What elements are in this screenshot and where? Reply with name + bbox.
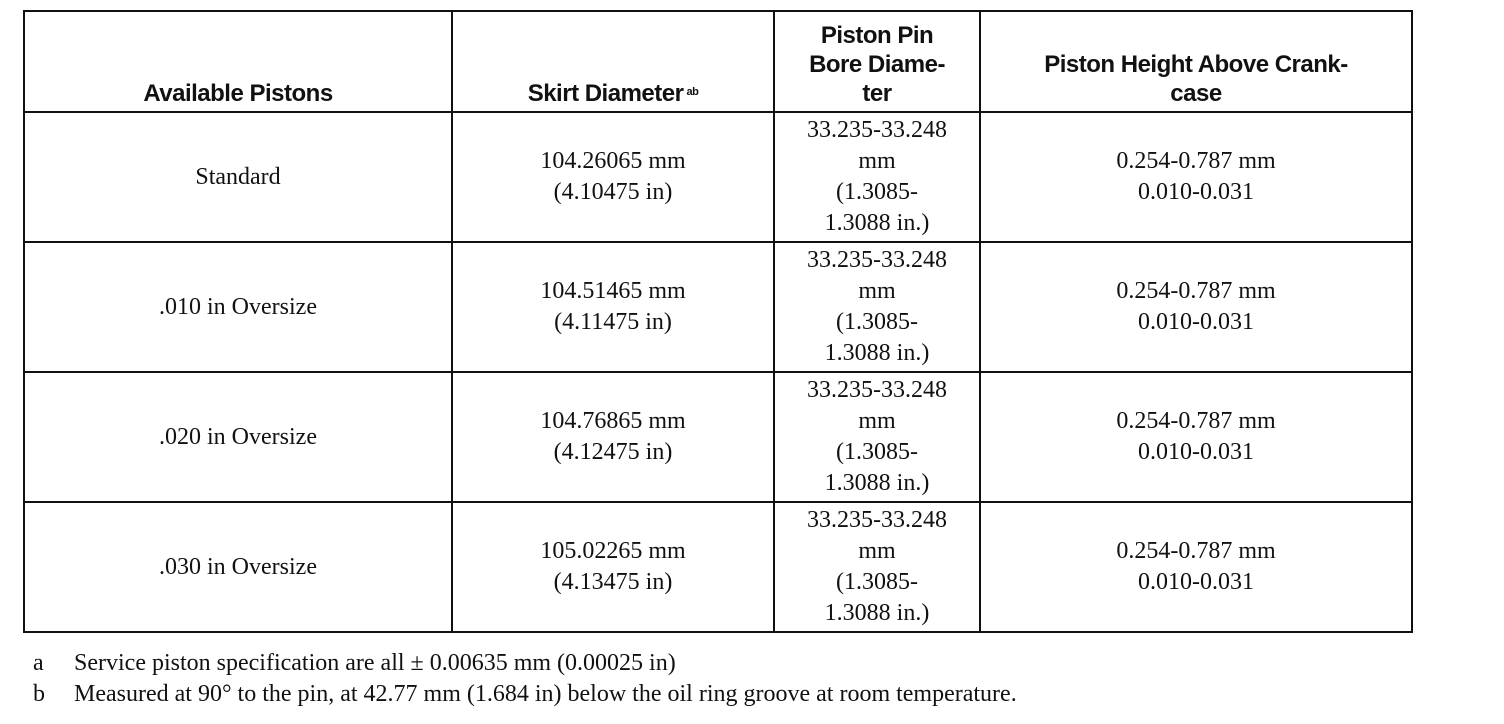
- footnote-text: Measured at 90° to the pin, at 42.77 mm (1.684 in) below the oil ring groove at room temperature.: [74, 681, 1017, 707]
- footnote-text: Service piston specification are all ± 0.00635 mm (0.00025 in): [74, 650, 676, 676]
- header-skirt-diameter: Skirt Diameter $^{ab}$: [452, 11, 774, 112]
- cell-piston: .020 in Oversize: [24, 372, 452, 502]
- cell-skirt-diameter: 104.76865 mm (4.12475 in): [452, 372, 774, 502]
- header-available-pistons: Available Pistons: [24, 11, 452, 112]
- cell-pin-bore-diameter: 33.235-33.248 mm (1.3085- 1.3088 in.): [774, 242, 980, 372]
- footnotes: [33, 648, 1017, 710]
- footnote-b: [33, 679, 1017, 710]
- cell-pin-bore-diameter: 33.235-33.248 mm (1.3085- 1.3088 in.): [774, 502, 980, 632]
- table-row: [24, 242, 1412, 372]
- table-row: [24, 372, 1412, 502]
- footnote-letter: b: [33, 681, 45, 707]
- table-header-row: [24, 11, 1412, 112]
- cell-piston: Standard: [24, 112, 452, 242]
- cell-piston-height: 0.254-0.787 mm 0.010-0.031: [980, 112, 1412, 242]
- cell-piston: .010 in Oversize: [24, 242, 452, 372]
- cell-skirt-diameter: 104.26065 mm (4.10475 in): [452, 112, 774, 242]
- cell-piston-height: 0.254-0.787 mm 0.010-0.031: [980, 372, 1412, 502]
- footnote-a: [33, 648, 1017, 679]
- footnote-letter: a: [33, 650, 44, 676]
- cell-piston-height: 0.254-0.787 mm 0.010-0.031: [980, 242, 1412, 372]
- cell-skirt-diameter: 105.02265 mm (4.13475 in): [452, 502, 774, 632]
- header-piston-height: Piston Height Above Crank- case: [980, 11, 1412, 112]
- skirt-diameter-footnote-marker: ab: [686, 86, 699, 98]
- cell-skirt-diameter: 104.51465 mm (4.11475 in): [452, 242, 774, 372]
- cell-piston-height: 0.254-0.787 mm 0.010-0.031: [980, 502, 1412, 632]
- cell-piston: .030 in Oversize: [24, 502, 452, 632]
- piston-spec-table: [23, 10, 1413, 633]
- table-row: [24, 502, 1412, 632]
- cell-pin-bore-diameter: 33.235-33.248 mm (1.3085- 1.3088 in.): [774, 372, 980, 502]
- cell-pin-bore-diameter: 33.235-33.248 mm (1.3085- 1.3088 in.): [774, 112, 980, 242]
- table-row: [24, 112, 1412, 242]
- header-pin-bore-diameter: Piston Pin Bore Diame- ter: [774, 11, 980, 112]
